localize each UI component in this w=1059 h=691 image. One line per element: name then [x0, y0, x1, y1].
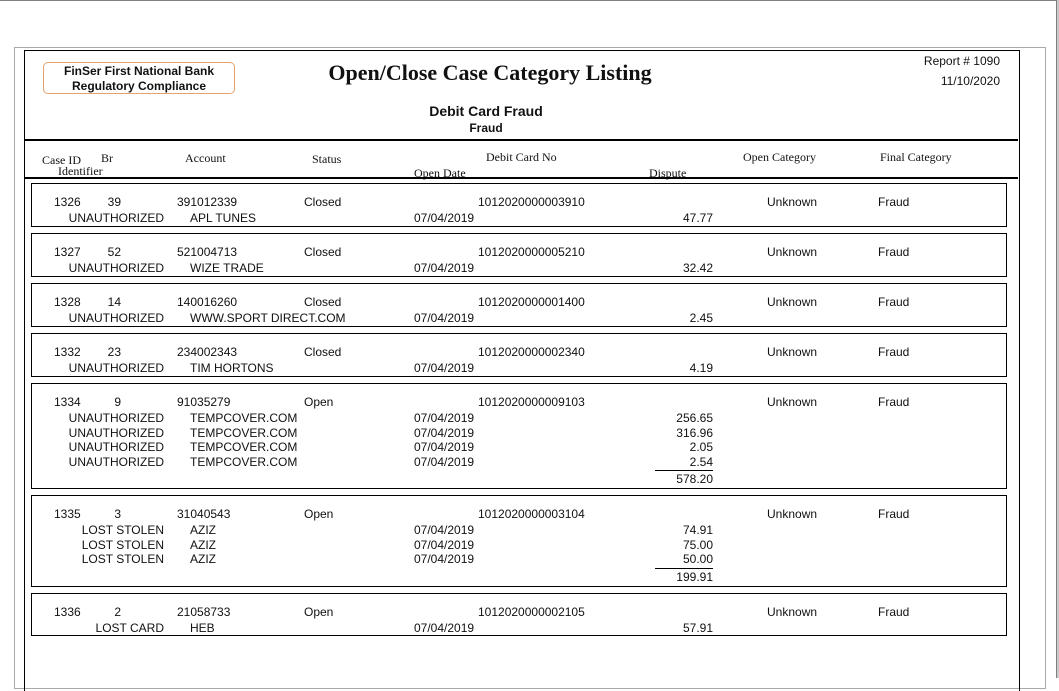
- org-department: Regulatory Compliance: [71, 79, 207, 93]
- case-status: Open: [304, 605, 334, 619]
- account-number: 31040543: [177, 507, 231, 521]
- merchant-name: WWW.SPORT DIRECT.COM: [190, 311, 346, 325]
- merchant-name: TEMPCOVER.COM: [190, 425, 298, 440]
- debit-card-number: 1012020000009103: [478, 395, 585, 409]
- open-category: Unknown: [767, 395, 818, 409]
- dispute-amount: 2.54: [689, 454, 713, 469]
- dispute-amount: 47.77: [682, 211, 713, 225]
- dispute-amount: 50.00: [682, 552, 713, 566]
- case-id: 1326: [54, 195, 81, 209]
- merchant-name: HEB: [190, 621, 215, 635]
- dispute-amount: 316.96: [676, 425, 713, 440]
- account-number: 521004713: [177, 245, 238, 259]
- merchant-name: AZIZ: [190, 537, 216, 552]
- final-category: Fraud: [878, 395, 910, 409]
- final-category: Fraud: [878, 345, 910, 359]
- case-id: 1332: [54, 345, 81, 359]
- dispute-total: 578.20: [676, 472, 713, 486]
- branch: 23: [107, 345, 121, 359]
- final-category: Fraud: [878, 295, 910, 309]
- open-category: Unknown: [767, 195, 818, 209]
- merchant-name: AZIZ: [190, 552, 216, 566]
- report-number-value: 1090: [973, 54, 1000, 68]
- case-id: 1334: [54, 395, 81, 409]
- col-open-category: Open Category: [743, 150, 816, 164]
- open-date: 07/04/2019: [414, 261, 475, 275]
- merchant-name: TEMPCOVER.COM: [190, 411, 298, 425]
- report-number: [880, 54, 1000, 68]
- final-category: Fraud: [878, 195, 910, 209]
- debit-card-number: 1012020000005210: [478, 245, 585, 259]
- open-date: 07/04/2019: [414, 425, 475, 440]
- debit-card-number: 1012020000002105: [478, 605, 585, 619]
- case-status: Closed: [304, 345, 342, 359]
- dispute-identifier: LOST STOLEN: [81, 552, 164, 566]
- debit-card-number: 1012020000003910: [478, 195, 585, 209]
- col-br: Br: [101, 151, 113, 165]
- account-number: 234002343: [177, 345, 238, 359]
- open-category: Unknown: [767, 345, 818, 359]
- report-number-label: Report #: [923, 54, 970, 68]
- final-category: Fraud: [878, 507, 910, 521]
- header-divider: [24, 139, 1018, 141]
- merchant-name: TEMPCOVER.COM: [190, 440, 298, 454]
- report-date: 11/10/2020: [940, 74, 1000, 88]
- report-subtitle: Debit Card Fraud: [429, 103, 543, 119]
- dispute-identifier: UNAUTHORIZED: [68, 211, 164, 225]
- debit-card-number: 1012020000002340: [478, 345, 585, 359]
- col-open-date: Open Date: [414, 166, 466, 180]
- branch: 3: [114, 507, 121, 521]
- case-id: 1336: [54, 605, 81, 619]
- open-category: Unknown: [767, 245, 818, 259]
- dispute-amount: 4.19: [689, 361, 713, 375]
- dispute-identifier: UNAUTHORIZED: [68, 411, 164, 425]
- col-case-id: Case ID: [42, 153, 81, 167]
- report-subsubtitle: Fraud: [469, 121, 503, 135]
- dispute-identifier: LOST CARD: [95, 621, 164, 635]
- branch: 2: [114, 605, 121, 619]
- dispute-identifier: LOST STOLEN: [81, 523, 164, 537]
- organization-box: [43, 62, 235, 94]
- case-status: Open: [304, 395, 334, 409]
- account-number: 140016260: [177, 295, 238, 309]
- dispute-identifier: UNAUTHORIZED: [68, 454, 164, 469]
- col-identifier: Identifier: [58, 164, 103, 178]
- dispute-identifier: UNAUTHORIZED: [68, 311, 164, 325]
- branch: 14: [107, 295, 121, 309]
- open-date: 07/04/2019: [414, 211, 475, 225]
- open-date: 07/04/2019: [414, 454, 475, 469]
- window-top-border: [0, 0, 1059, 3]
- org-name: FinSer First National Bank: [63, 64, 215, 78]
- col-status: Status: [312, 152, 342, 166]
- open-date: 07/04/2019: [414, 537, 475, 552]
- final-category: Fraud: [878, 605, 910, 619]
- col-account: Account: [185, 151, 226, 165]
- col-dispute: Dispute: [649, 166, 687, 180]
- open-category: Unknown: [767, 507, 818, 521]
- case-id: 1328: [54, 295, 81, 309]
- merchant-name: WIZE TRADE: [190, 261, 264, 275]
- case-status: Closed: [304, 245, 342, 259]
- dispute-amount: 74.91: [682, 523, 713, 537]
- dispute-amount: 2.05: [689, 440, 713, 454]
- subtotal-rule: [655, 568, 713, 569]
- dispute-identifier: LOST STOLEN: [81, 537, 164, 552]
- merchant-name: TEMPCOVER.COM: [190, 454, 298, 469]
- open-category: Unknown: [767, 295, 818, 309]
- dispute-identifier: UNAUTHORIZED: [68, 361, 164, 375]
- debit-card-number: 1012020000003104: [478, 507, 585, 521]
- dispute-amount: 75.00: [682, 537, 713, 552]
- dispute-amount: 256.65: [676, 411, 713, 425]
- open-date: 07/04/2019: [414, 523, 475, 537]
- dispute-total: 199.91: [676, 569, 713, 584]
- dispute-amount: 2.45: [689, 311, 713, 325]
- subtotal-rule: [655, 470, 713, 471]
- merchant-name: APL TUNES: [190, 211, 257, 225]
- branch: 52: [107, 245, 121, 259]
- dispute-identifier: UNAUTHORIZED: [68, 425, 164, 440]
- case-status: Closed: [304, 195, 342, 209]
- col-final-category: Final Category: [880, 150, 952, 164]
- dispute-amount: 57.91: [682, 621, 713, 635]
- open-date: 07/04/2019: [414, 440, 475, 454]
- case-status: Open: [304, 507, 334, 521]
- open-date: 07/04/2019: [414, 311, 475, 325]
- column-header-divider: [24, 177, 1018, 179]
- dispute-amount: 32.42: [682, 261, 713, 275]
- debit-card-number: 1012020000001400: [478, 295, 585, 309]
- open-date: 07/04/2019: [414, 552, 475, 566]
- open-date: 07/04/2019: [414, 621, 475, 635]
- account-number: 21058733: [177, 605, 231, 619]
- account-number: 391012339: [177, 195, 238, 209]
- account-number: 91035279: [177, 395, 231, 409]
- open-date: 07/04/2019: [414, 411, 475, 425]
- report-title: Open/Close Case Category Listing: [328, 60, 652, 85]
- col-debit-card-no: Debit Card No: [486, 150, 557, 164]
- final-category: Fraud: [878, 245, 910, 259]
- case-id: 1335: [54, 507, 81, 521]
- dispute-identifier: UNAUTHORIZED: [68, 261, 164, 275]
- branch: 9: [114, 395, 121, 409]
- open-date: 07/04/2019: [414, 361, 475, 375]
- dispute-identifier: UNAUTHORIZED: [68, 440, 164, 454]
- merchant-name: AZIZ: [190, 523, 216, 537]
- branch: 39: [107, 195, 121, 209]
- merchant-name: TIM HORTONS: [190, 361, 274, 375]
- case-status: Closed: [304, 295, 342, 309]
- open-category: Unknown: [767, 605, 818, 619]
- case-id: 1327: [54, 245, 81, 259]
